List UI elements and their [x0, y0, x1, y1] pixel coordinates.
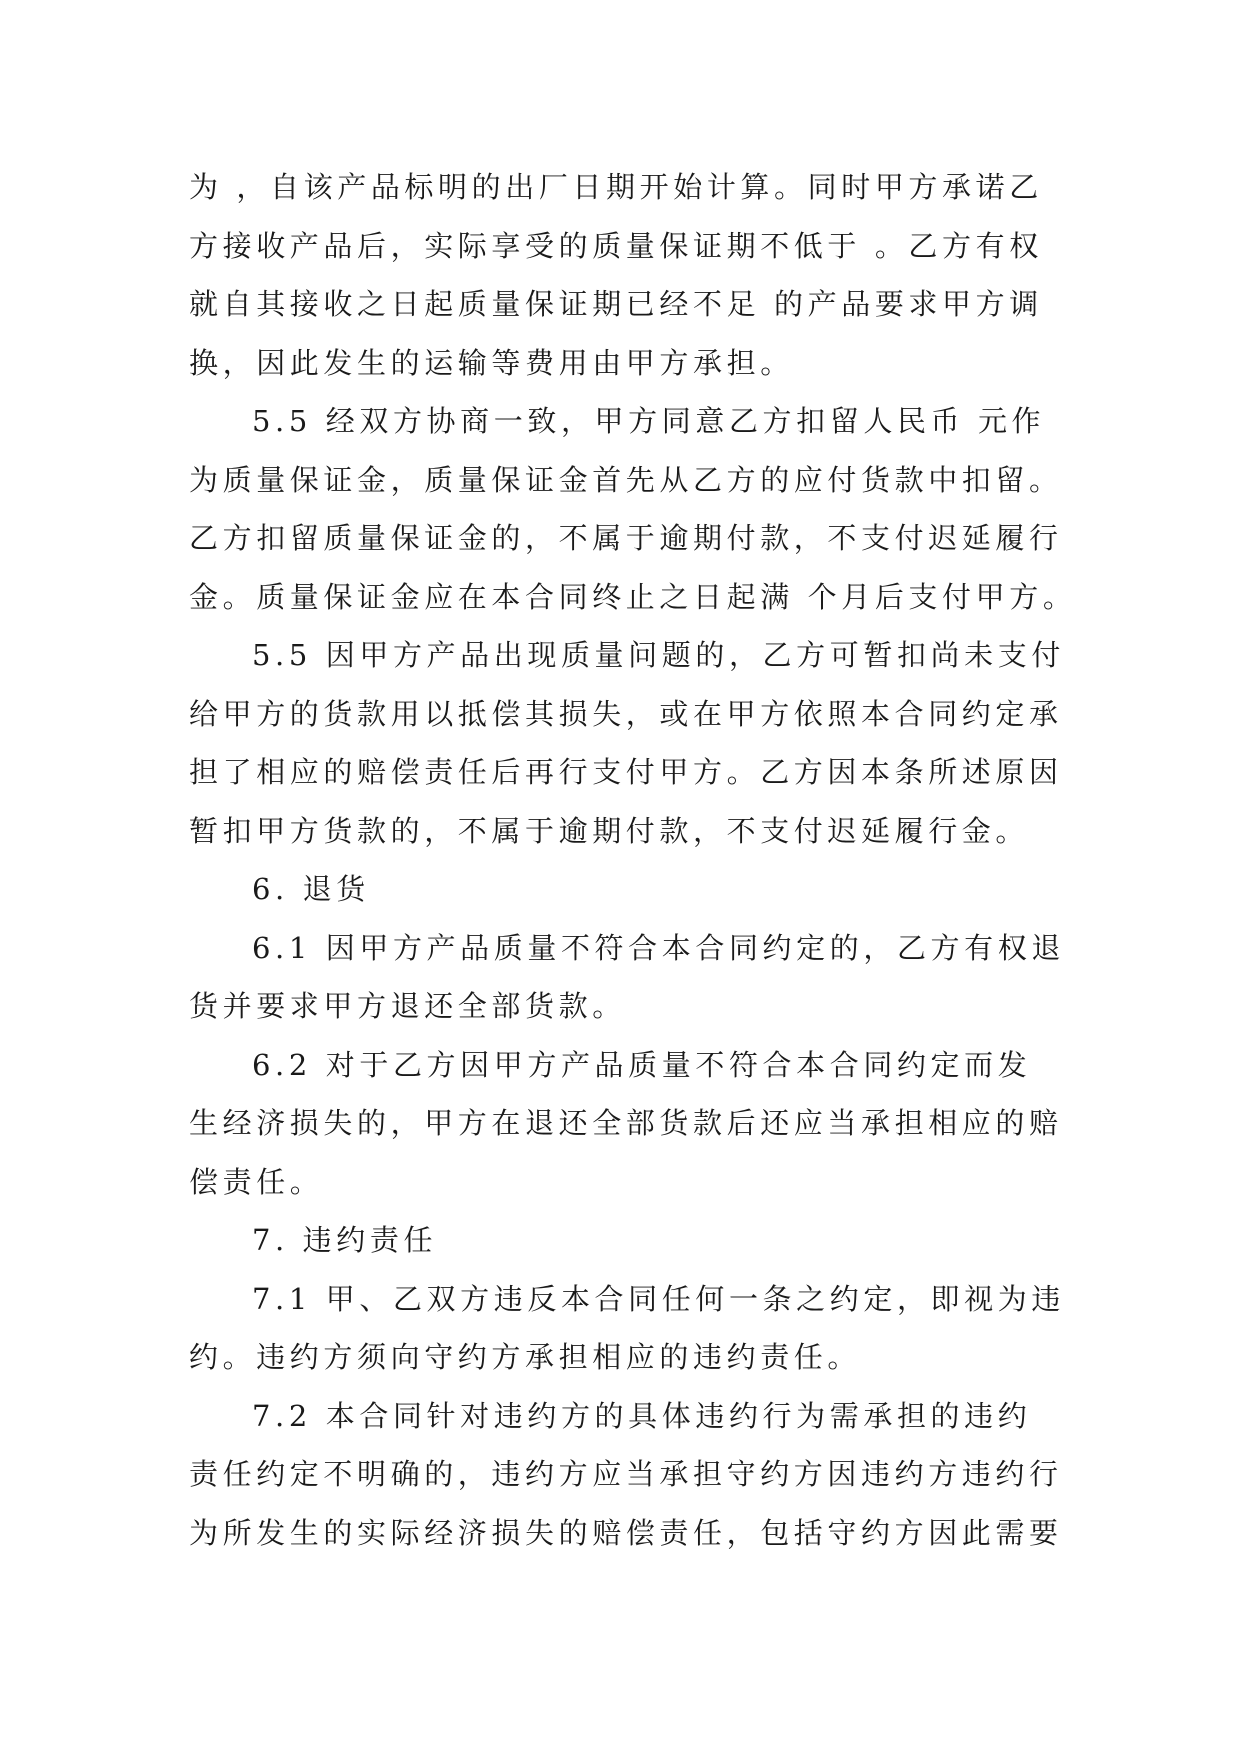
text-line: 为质量保证金，质量保证金首先从乙方的应付货款中扣留。 — [189, 462, 1063, 497]
text-line: 为 ，自该产品标明的出厂日期开始计算。同时甲方承诺乙 — [189, 170, 1043, 204]
text-line: 为所发生的实际经济损失的赔偿责任，包括守约方因此需要 — [189, 1515, 1063, 1550]
clause-7-1-first-line: 7.1 甲、乙双方违反本合同任何一条之约定，即视为违 — [252, 1281, 1065, 1316]
text-line: 换，因此发生的运输等费用由甲方承担。 — [189, 345, 794, 380]
text-line: 担了相应的赔偿责任后再行支付甲方。乙方因本条所述原因 — [189, 755, 1063, 789]
section-7-heading: 7. 违约责任 — [252, 1223, 438, 1257]
clause-5-5-second-first-line: 5.5 因甲方产品出现质量问题的，乙方可暂扣尚未支付 — [252, 638, 1065, 672]
clause-7-2-first-line: 7.2 本合同针对违约方的具体违约行为需承担的违约 — [252, 1398, 1032, 1433]
text-line: 给甲方的货款用以抵偿其损失，或在甲方依照本合同约定承 — [189, 696, 1063, 731]
text-line: 货并要求甲方退还全部货款。 — [189, 989, 626, 1023]
text-line: 偿责任。 — [189, 1164, 324, 1199]
text-line: 生经济损失的，甲方在退还全部货款后还应当承担相应的赔 — [189, 1106, 1063, 1140]
section-6-heading: 6. 退货 — [252, 872, 370, 906]
text-line: 方接收产品后，实际享受的质量保证期不低于 。乙方有权 — [189, 228, 1043, 263]
text-line: 乙方扣留质量保证金的，不属于逾期付款，不支付迟延履行 — [189, 521, 1063, 555]
contract-text-body — [189, 158, 1077, 1562]
text-line: 约。违约方须向守约方承担相应的违约责任。 — [189, 1340, 862, 1374]
clause-6-1-first-line: 6.1 因甲方产品质量不符合本合同约定的，乙方有权退 — [252, 930, 1065, 965]
clause-5-5-first-line: 5.5 经双方协商一致，甲方同意乙方扣留人民币 元作 — [252, 404, 1046, 438]
text-line: 金。质量保证金应在本合同终止之日起满 个月后支付甲方。 — [189, 579, 1077, 614]
clause-6-2-first-line: 6.2 对于乙方因甲方产品质量不符合本合同约定而发 — [252, 1047, 1032, 1082]
text-line: 就自其接收之日起质量保证期已经不足 的产品要求甲方调 — [189, 287, 1043, 321]
text-line: 责任约定不明确的，违约方应当承担守约方因违约方违约行 — [189, 1457, 1063, 1491]
text-line: 暂扣甲方货款的，不属于逾期付款，不支付迟延履行金。 — [189, 813, 1030, 848]
